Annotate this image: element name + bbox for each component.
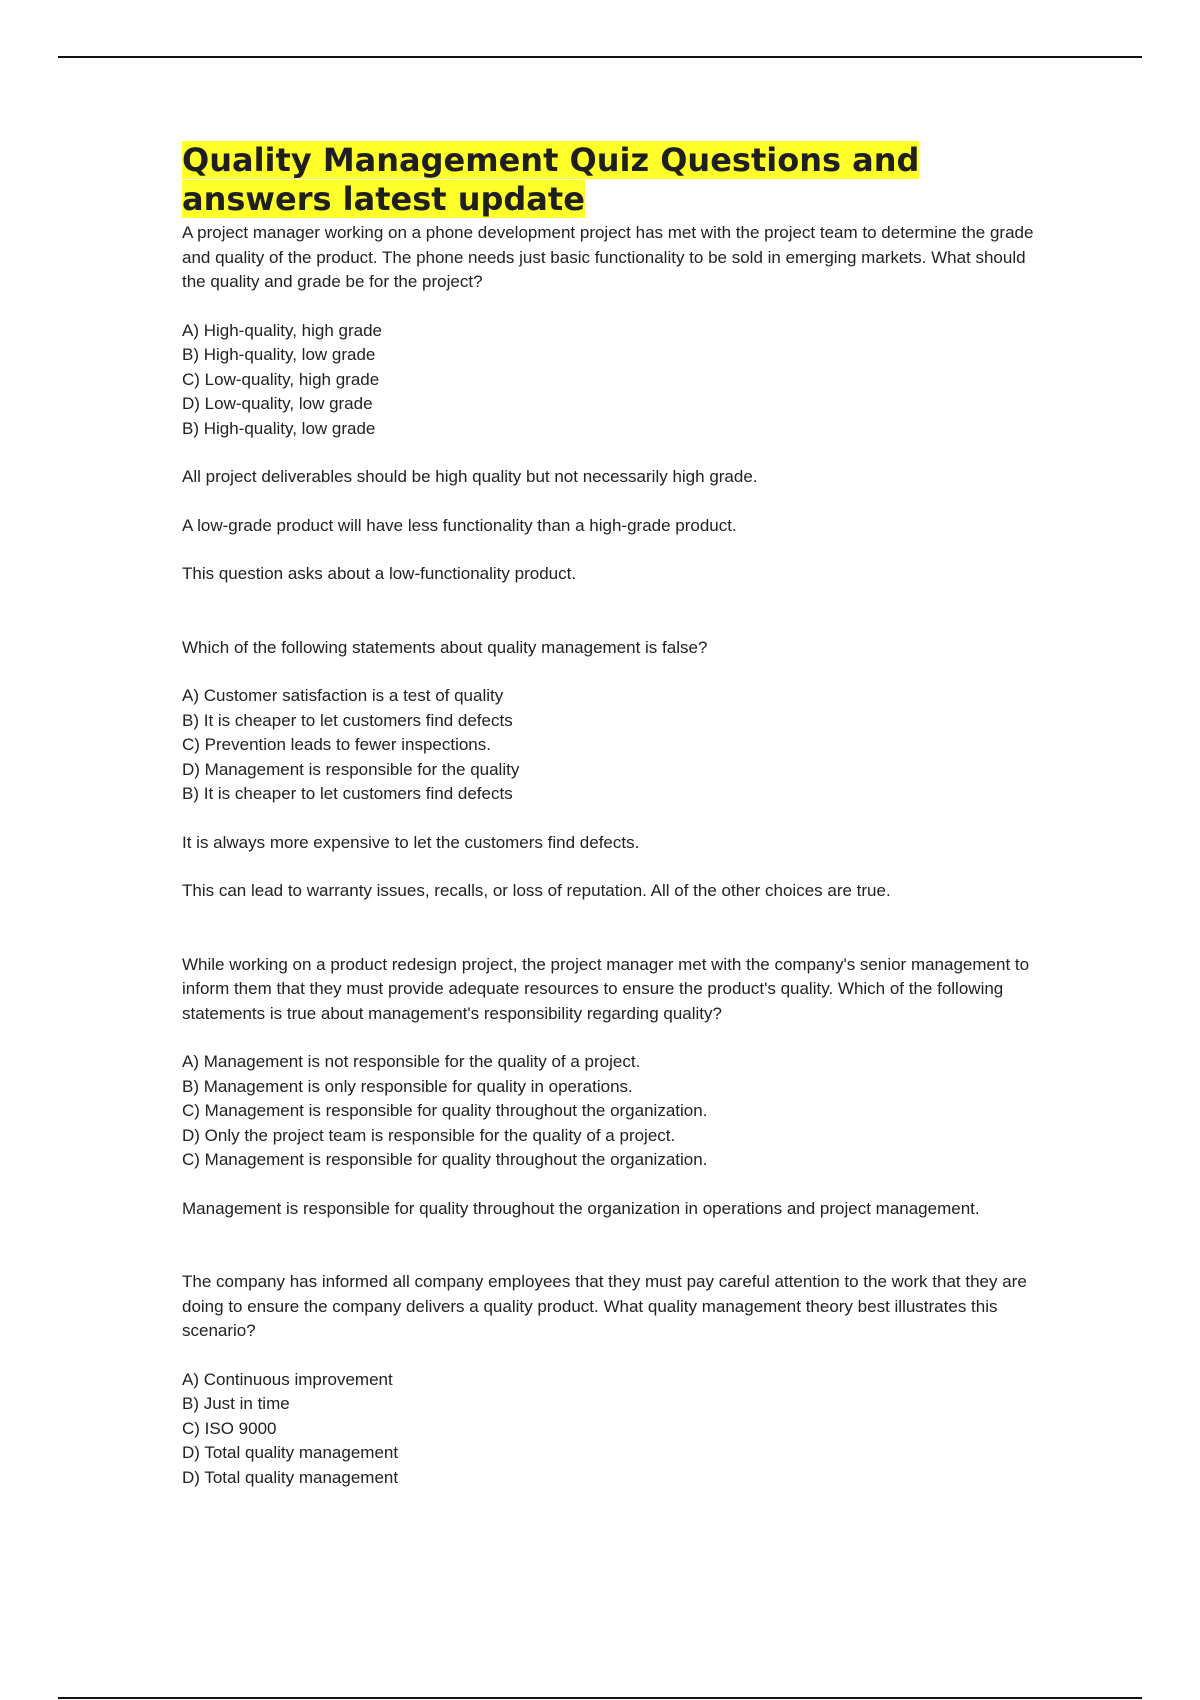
answer-option: D) Management is responsible for the quality (182, 759, 520, 779)
question-text: The company has informed all company employees that they must pay careful attention to the work that they are doing to ensure the company delivers a quality product. What quality management theory best illustrates this scenario? (182, 1272, 1027, 1340)
question-text: Which of the following statements about quality management is false? (182, 637, 708, 657)
answer-option: A) Management is not responsible for the quality of a project. (182, 1052, 641, 1071)
explanation: It is always more expensive to let the customers find defects. (182, 832, 640, 852)
answer-option: A) Customer satisfaction is a test of quality (182, 686, 504, 705)
explanation: All project deliverables should be high quality but not necessarily high grade. (182, 467, 758, 486)
answer-options (182, 1368, 1042, 1491)
answer-option: D) Low-quality, low grade (182, 394, 373, 413)
document-body (182, 141, 1042, 1490)
footer-rule (58, 1697, 1142, 1699)
explanation: This can lead to warranty issues, recalls, or loss of reputation. All of the other choices are true. (182, 881, 891, 900)
answer-options (182, 684, 1042, 807)
correct-answer: B) It is cheaper to let customers find defects (182, 784, 513, 803)
answer-options (182, 319, 1042, 442)
explanation: A low-grade product will have less functionality than a high-grade product. (182, 515, 737, 535)
question-text: A project manager working on a phone development project has met with the project team to determine the grade and quality of the product. The phone needs just basic functionality to be sold in emerging markets. What should the quality and grade be for the project? (182, 223, 1034, 291)
explanation: This question asks about a low-functionality product. (182, 564, 577, 583)
explanation: Management is responsible for quality throughout the organization in operations and project management. (182, 1198, 980, 1218)
correct-answer: B) High-quality, low grade (182, 418, 376, 438)
answer-option: C) ISO 9000 (182, 1418, 277, 1438)
answer-option: A) Continuous improvement (182, 1369, 393, 1389)
title-line-2: answers latest update (182, 180, 585, 218)
question-4 (182, 1270, 1042, 1490)
answer-option: C) Low-quality, high grade (182, 369, 380, 389)
correct-answer: C) Management is responsible for quality throughout the organization. (182, 1150, 708, 1169)
answer-option: B) Just in time (182, 1394, 290, 1413)
answer-option: D) Only the project team is responsible for the quality of a project. (182, 1125, 676, 1145)
answer-option: B) Management is only responsible for quality in operations. (182, 1076, 633, 1096)
answer-option: D) Total quality management (182, 1443, 399, 1462)
answer-option: A) High-quality, high grade (182, 320, 383, 340)
question-2 (182, 636, 1042, 904)
answer-option: C) Prevention leads to fewer inspections. (182, 735, 491, 754)
answer-option: C) Management is responsible for quality throughout the organization. (182, 1101, 708, 1120)
document-title (182, 141, 1042, 219)
question-1 (182, 221, 1042, 587)
question-3 (182, 953, 1042, 1222)
answer-option: B) High-quality, low grade (182, 345, 376, 364)
answer-option: B) It is cheaper to let customers find defects (182, 710, 513, 730)
title-line-1: Quality Management Quiz Questions and (182, 141, 920, 179)
question-text: While working on a product redesign project, the project manager met with the company's senior management to inform them that they must provide adequate resources to ensure the product's quality. Which of the following statements is true about management's responsibility regarding quality? (182, 954, 1030, 1023)
correct-answer: D) Total quality management (182, 1467, 399, 1487)
header-rule (58, 56, 1142, 58)
answer-options (182, 1050, 1042, 1173)
